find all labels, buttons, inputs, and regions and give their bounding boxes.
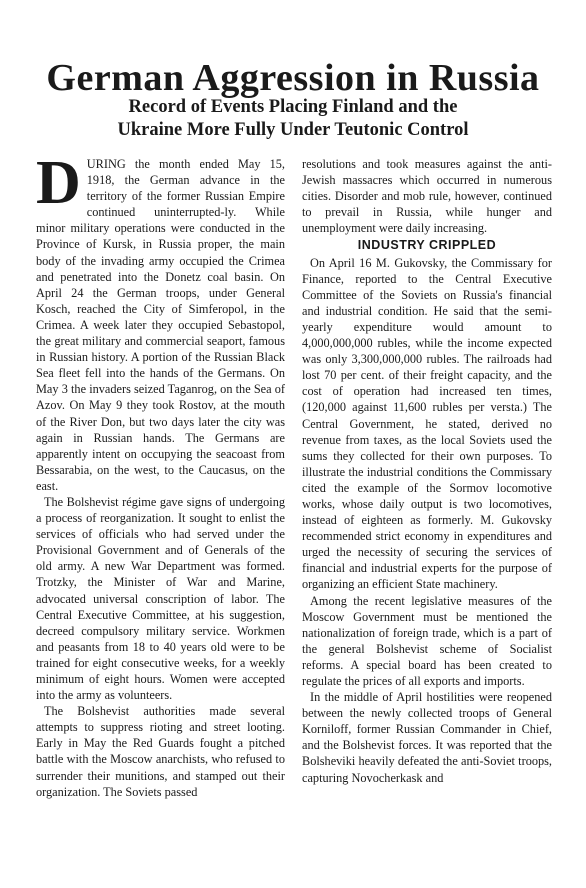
- right-column: [302, 156, 552, 786]
- article-subtitle-line-2: Ukraine More Fully Under Teutonic Control: [117, 120, 469, 140]
- left-column: [36, 149, 285, 800]
- paragraph-text: URING the month ended May 15, 1918, the German advance in the territory of the former Russian Empire continued uninterrupted-ly. While minor military operations were conducted in the Province of Kursk, in Russia proper, the main body of the invading army occupied the Crimea and penetrated into the Donetz coal basin. On April 24 the German troops, under General Kosch, reached the City of Simferopol, in the Crimea. A week later they occupied Sebastopol, the great military and commercial seaport, famous in Russian history. A portion of the Russian Black Sea fleet fell into the hands of the Germans. On May 3 the invaders seized Taganrog, on the Sea of Azov. On May 9 they took Rostov, at the mouth of the River Don, but two days later the city was again in Russian hands. The Germans are apparently intent on occupying the seacoast from Bessarabia, on the west, to the Caucasus, on the east.: [36, 157, 285, 493]
- paragraph: The Bolshevist régime gave signs of undergoing a process of reorganization. It sought to enlist the services of officials who had served under the Provisional Government and of Generals of the old army. A new War Department was formed. Trotzky, the Minister of War and Marine, advocated universal conscription of labor. The Central Executive Committee, at his suggestion, decreed compulsory military service. Workmen and peasants from 18 to 40 years old were to be trained for eight consecutive weeks, for a weekly minimum of eight hours. Women were accepted into the army as volunteers.: [36, 494, 285, 703]
- drop-cap: D: [36, 149, 81, 217]
- paragraph: Among the recent legislative measures of the Moscow Government must be mentioned the nationalization of foreign trade, which is a part of the general Bolshevist scheme of Socialist reforms. A special board has been created to regulate the prices of all exports and imports.: [302, 593, 552, 688]
- paragraph: On April 16 M. Gukovsky, the Commissary for Finance, reported to the Central Executive Committee of the Soviets on Russia's financial and industrial condition. He said that the semi-yearly expenditure would amount to 4,000,000,000 rubles, while the income expected was only 3,300,000,000 rubles. The railroads had lost 70 per cent. of their freight capacity, and the cost of operation had increased ten times, (120,000 against 11,600 rubles per versta.) The Central Government, he stated, derived no revenue from taxes, as the local Soviets used the sums they collected for their own purposes. To illustrate the industrial conditions the Commissary cited the example of the Sormov locomotive works, whose daily output is two locomotives, instead of eighteen as formerly. M. Gukovsky recommended strict economy in expenditures and urged the necessity of securing the services of financial and industrial experts for the purpose of organizing an efficient State machinery.: [302, 255, 552, 592]
- paragraph: [36, 149, 285, 494]
- paragraph: resolutions and took measures against the anti-Jewish massacres which occurred in numerous cities. Disorder and mob rule, however, continued to prevail in Russia, while hunger and unemployment were daily increasing.: [302, 157, 552, 236]
- paragraph: In the middle of April hostilities were reopened between the newly collected troops of General Korniloff, former Russian Commander in Chief, and the Bolshevist forces. It was reported that the Bolsheviki heavily defeated the anti-Soviet troops, capturing Novocherkask and: [302, 690, 552, 785]
- section-heading: INDUSTRY CRIPPLED: [357, 238, 497, 253]
- paragraph: The Bolshevist authorities made several attempts to suppress rioting and street looting. Early in May the Red Guards fought a pitched battle with the Moscow anarchists, who refused to surrender their munitions, and stamped out their organization. The Soviets passed: [36, 704, 285, 799]
- article-subtitle-line-1: Record of Events Placing Finland and the: [128, 97, 458, 117]
- article-title: German Aggression in Russia: [46, 57, 540, 99]
